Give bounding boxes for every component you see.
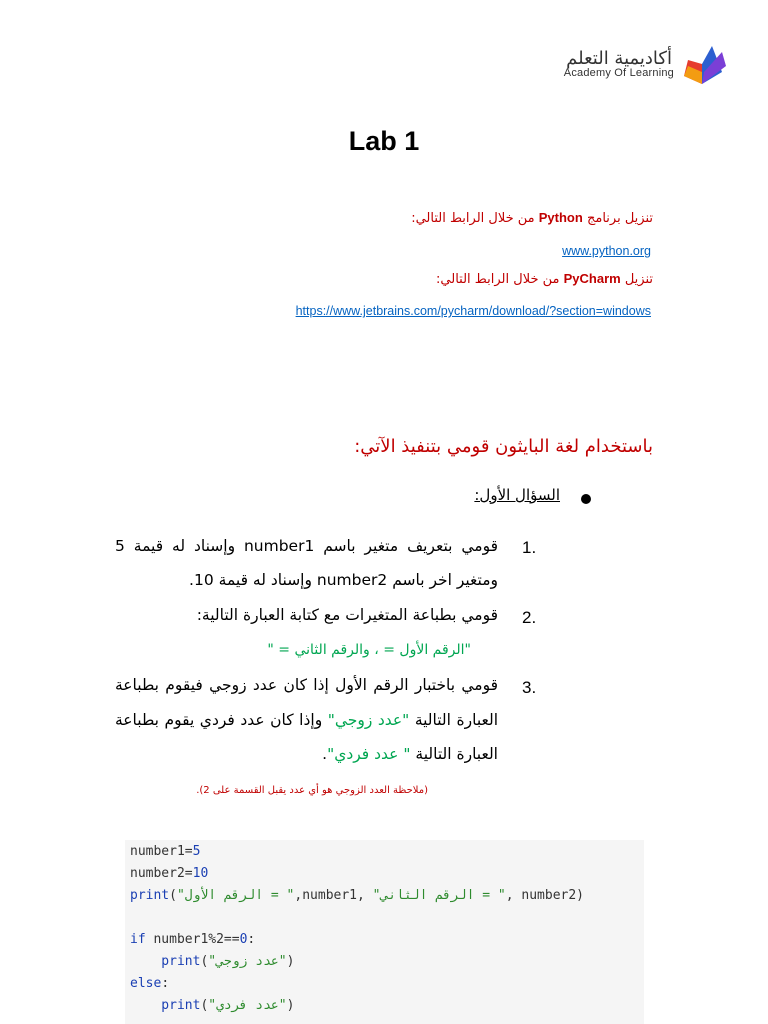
item-1-line-1: قومي بتعريف متغير باسم number1 وإسناد له قيمة 5	[115, 537, 498, 555]
even-phrase: "عدد زوجي"	[327, 711, 410, 729]
code-line-3	[130, 888, 584, 903]
code-keyword: print	[130, 954, 201, 969]
code-string: "عدد فردي"	[208, 998, 287, 1013]
pycharm-link[interactable]: https://www.jetbrains.com/pycharm/download/?section=windows	[295, 304, 651, 318]
code-number: 10	[192, 866, 209, 881]
code-text: ,number1,	[294, 888, 373, 903]
code-line-2	[130, 866, 208, 881]
code-keyword: if	[130, 932, 146, 947]
odd-phrase: " عدد فردي"	[327, 745, 411, 763]
code-text: , number2)	[505, 888, 585, 903]
item-3-line-2	[115, 711, 498, 729]
note-text: (ملاحظة العدد الزوجي هو أي عدد يقبل القسمة على 2).	[196, 785, 428, 796]
item-number-1: 1.	[522, 538, 537, 557]
code-keyword: print	[130, 888, 170, 903]
item-number-2: 2.	[522, 608, 537, 627]
pycharm-line-post: من خلال الرابط التالي:	[436, 272, 564, 287]
item-2-line-1: قومي بطباعة المتغيرات مع كتابة العبارة التالية:	[196, 606, 498, 624]
item-3-line-3-c: .	[322, 745, 328, 763]
item-3-line-3-a: العبارة التالية	[410, 745, 498, 763]
bullet-dot	[581, 494, 591, 504]
code-line-1	[130, 844, 200, 859]
python-line-post: من خلال الرابط التالي:	[411, 211, 539, 226]
code-number: 5	[192, 844, 201, 859]
page-title: Lab 1	[348, 126, 420, 156]
code-text: )	[286, 954, 295, 969]
code-keyword: else	[130, 976, 162, 991]
item-3-line-2-c: وإذا كان عدد فردي يقوم بطباعة	[115, 711, 328, 729]
logo-arabic-text: أكاديمية التعلم	[566, 48, 672, 69]
logo-english-text: Academy Of Learning	[563, 67, 674, 79]
pycharm-line-pre: تنزيل	[620, 272, 653, 287]
open-book-icon	[682, 42, 728, 88]
python-name: Python	[538, 210, 583, 225]
code-text: number2=	[130, 866, 193, 881]
code-text: :	[247, 932, 256, 947]
item-3-line-3	[322, 745, 498, 763]
code-text: (	[169, 888, 177, 903]
item-number-3: 3.	[522, 678, 537, 697]
question-title: السؤال الأول:	[474, 486, 560, 504]
code-text: :	[161, 976, 170, 991]
code-number: 0	[239, 932, 248, 947]
python-download-line	[411, 210, 653, 226]
item-1-line-2: ومتغير اخر باسم number2 وإسناد له قيمة 10.	[189, 571, 498, 589]
python-link[interactable]: www.python.org	[562, 244, 651, 258]
pycharm-download-line	[436, 271, 653, 287]
code-line-8	[130, 998, 294, 1013]
academy-logo	[548, 40, 728, 90]
section-heading: باستخدام لغة البايثون قومي بتنفيذ الآتي:	[354, 436, 653, 457]
item-3-line-1: قومي باختبار الرقم الأول إذا كان عدد زوجي فيقوم بطباعة	[115, 676, 498, 694]
code-text: number1%2==	[145, 932, 240, 947]
code-string: "الرقم الأول = "	[176, 888, 295, 903]
code-string: "عدد زوجي"	[208, 954, 287, 969]
python-line-pre: تنزيل برنامج	[582, 211, 653, 226]
code-string: "الرقم الثاني = "	[372, 888, 506, 903]
code-line-6	[130, 954, 294, 969]
item-3-line-2-a: العبارة التالية	[409, 711, 498, 729]
code-text: number1=	[130, 844, 193, 859]
code-line-7	[130, 976, 169, 991]
code-line-5	[130, 932, 255, 947]
code-text: (	[200, 954, 209, 969]
item-2-quote: "الرقم الأول = ، والرقم الثاني = "	[267, 642, 471, 658]
code-block	[125, 840, 644, 1024]
pycharm-name: PyCharm	[563, 271, 621, 286]
code-text: )	[286, 998, 295, 1013]
code-text: (	[200, 998, 209, 1013]
code-keyword: print	[130, 998, 201, 1013]
